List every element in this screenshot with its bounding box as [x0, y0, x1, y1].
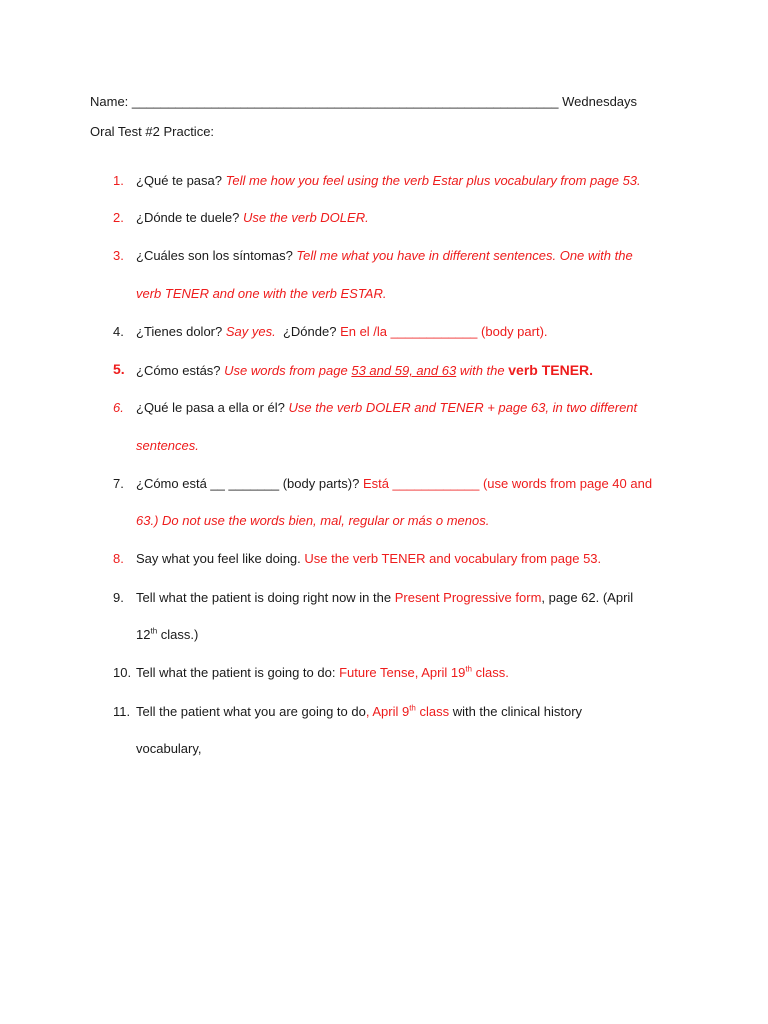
question: ¿Cómo estás? — [136, 363, 221, 378]
question: Tell the patient what you are going to do — [136, 704, 366, 719]
question-4: class.) — [157, 627, 199, 642]
name-blank: ___________________________________________________________ — [131, 94, 559, 109]
instruction: Tell me what you have in different sentences. One with the — [296, 248, 633, 263]
list-item — [136, 551, 601, 566]
item-number: 10. — [113, 665, 132, 680]
instruction-3: (body part). — [481, 324, 548, 339]
instruction: Use the verb TENER and vocabulary from page 53. — [304, 551, 602, 566]
instruction-with: with the — [459, 363, 505, 378]
question: ¿Dónde te duele? — [136, 210, 240, 225]
question: Tell what the patient is doing right now in the — [136, 590, 392, 605]
instruction: Use words from page — [224, 363, 348, 378]
item-number: 8. — [113, 551, 124, 566]
instruction-2: (use words from page 40 and — [482, 476, 653, 491]
ordinal-suffix: th — [465, 664, 472, 674]
instruction: Present Progressive form — [394, 590, 542, 605]
list-item — [136, 665, 509, 680]
instruction-2: En el /la ____________ — [340, 324, 478, 339]
instruction-2: class — [415, 704, 450, 719]
instruction-pages: 53 and 59, and 63 — [351, 363, 457, 378]
question: Tell what the patient is going to do: — [136, 665, 336, 680]
list-item — [136, 476, 652, 491]
item-number: 6. — [113, 400, 124, 415]
ordinal-suffix: th — [150, 626, 158, 636]
instruction-2: class. — [472, 665, 509, 680]
question: ¿Cuáles son los síntomas? — [136, 248, 293, 263]
instruction: Say yes. — [225, 324, 276, 339]
question: ¿Qué le pasa a ella or él? — [136, 400, 285, 415]
list-item — [136, 210, 369, 225]
list-item — [136, 590, 633, 605]
instruction: Use the verb DOLER. — [242, 210, 369, 225]
page-title: Oral Test #2 Practice: — [90, 124, 215, 139]
item-number: 7. — [113, 476, 124, 491]
list-item — [136, 362, 593, 378]
list-item-continued: vocabulary, — [136, 741, 202, 756]
list-item — [136, 248, 633, 263]
item-number: 9. — [113, 590, 124, 605]
instruction-continued: 63.) Do not use the words bien, mal, regular or más o menos. — [136, 513, 490, 528]
question-2: , page 62. (April — [541, 590, 634, 605]
item-number: 4. — [113, 324, 124, 339]
list-item-continued — [136, 627, 198, 642]
instruction: , April 9 — [365, 704, 410, 719]
instruction: Está ____________ — [362, 476, 480, 491]
question: ¿Cómo está __ _______ (body parts)? — [136, 476, 360, 491]
ordinal-suffix: th — [409, 703, 416, 713]
name-line — [90, 94, 637, 109]
item-number: 5. — [113, 361, 125, 377]
question-2: ¿Dónde? — [282, 324, 337, 339]
item-number: 1. — [113, 173, 124, 188]
list-item — [136, 704, 582, 719]
list-item — [136, 324, 548, 339]
list-item — [136, 173, 641, 188]
instruction-continued: verb TENER and one with the verb ESTAR. — [136, 286, 387, 301]
question-3: 12 — [136, 627, 151, 642]
item-number: 2. — [113, 210, 124, 225]
name-label: Name: — [90, 94, 129, 109]
item-number: 11. — [113, 704, 131, 719]
instruction: Tell me how you feel using the verb Estar plus vocabulary from page 53. — [225, 173, 641, 188]
question: ¿Tienes dolor? — [136, 324, 223, 339]
list-item — [136, 400, 637, 415]
instruction: Use the verb DOLER and TENER + page 63, in two different — [288, 400, 638, 415]
instruction: Future Tense, April 19 — [339, 665, 466, 680]
question: ¿Qué te pasa? — [136, 173, 222, 188]
instruction-continued: sentences. — [136, 438, 199, 453]
day-label: Wednesdays — [562, 94, 638, 109]
question: Say what you feel like doing. — [136, 551, 301, 566]
instruction-verb: verb TENER. — [508, 362, 594, 378]
question-2: with the clinical history — [449, 704, 583, 719]
item-number: 3. — [113, 248, 124, 263]
